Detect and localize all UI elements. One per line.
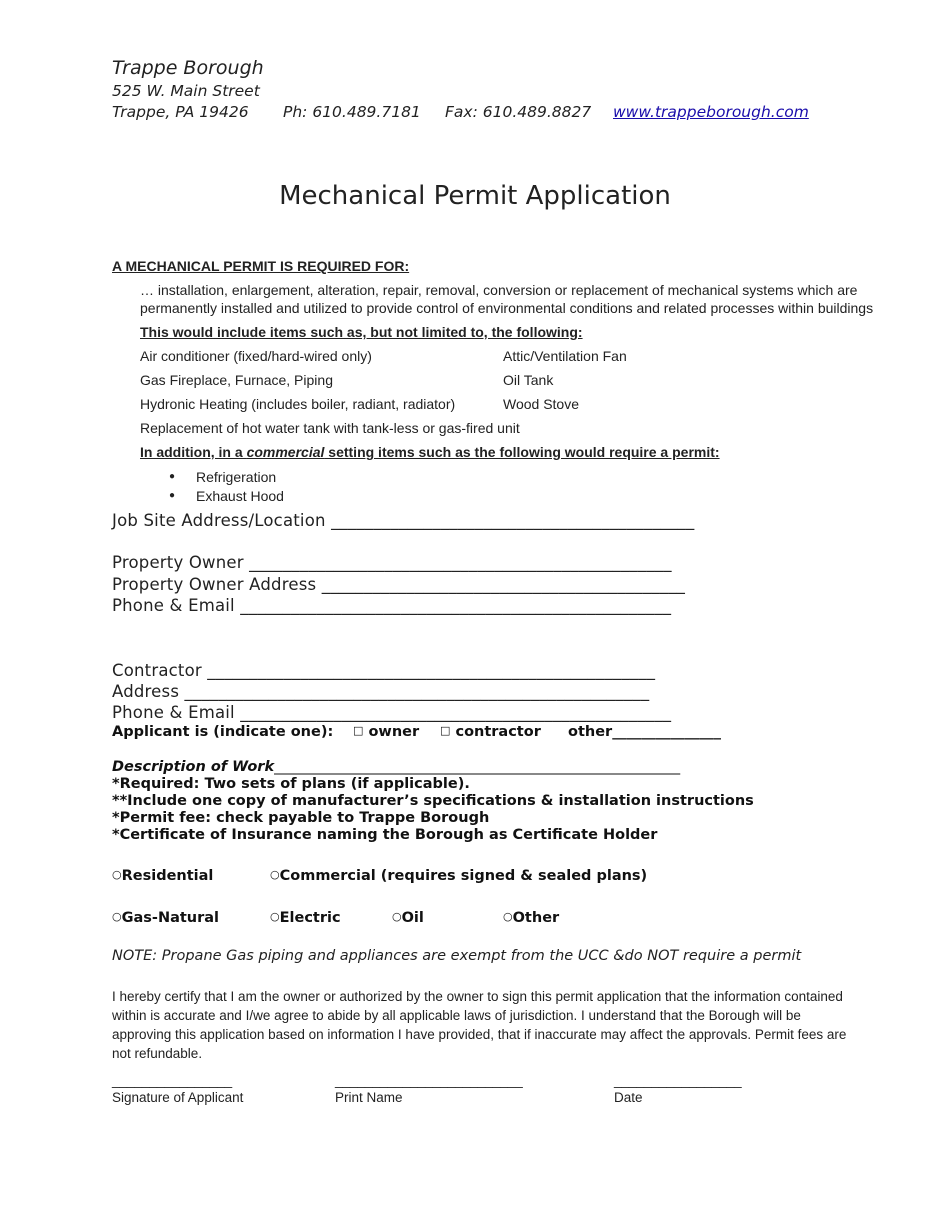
print-name-label: Print Name (335, 1090, 403, 1105)
org-city: Trappe, PA 19426 (112, 103, 249, 121)
radio-icon[interactable]: ○ (392, 910, 402, 923)
requirements-description-2: permanently installed and utilized to provide control of environmental conditions and related processes within buildings (140, 300, 874, 316)
org-street: 525 W. Main Street (112, 82, 260, 100)
requirements-heading: A MECHANICAL PERMIT IS REQUIRED FOR: (112, 258, 410, 274)
signature-label: Signature of Applicant (112, 1090, 244, 1105)
radio-icon[interactable]: ○ (270, 868, 280, 881)
certification-text: I hereby certify that I am the owner or authorized by the owner to sign this permit application that the information contained within is accurate and I/we agree to abide by all applicable laws of jurisdiction. I understand that the Borough will be approving this application based on information I have provided, that if inaccurate may affect the approvals. Permit fees are not refundable. (112, 989, 847, 1061)
contractor-phone-email-field[interactable]: Phone & Email ___________________________________________________ (112, 703, 672, 722)
commercial-item: ● Refrigeration (169, 469, 277, 485)
description-of-work-field[interactable]: Description of Work________________________________________________________ (112, 759, 681, 775)
date-line[interactable]: _________________ (614, 1073, 742, 1088)
checkbox-icon[interactable]: □ (440, 724, 451, 737)
contractor-address-field[interactable]: Address _______________________________________________________ (112, 682, 650, 701)
example-item: Oil Tank (503, 372, 554, 388)
radio-icon[interactable]: ○ (112, 910, 122, 923)
org-name: Trappe Borough (112, 57, 264, 79)
example-item: Wood Stove (503, 396, 580, 412)
date-label: Date (614, 1090, 643, 1105)
org-phone: Ph: 610.489.7181 (283, 103, 421, 121)
commercial-item: ● Exhaust Hood (169, 488, 284, 504)
checkbox-icon[interactable]: □ (353, 724, 364, 737)
org-contact-line (112, 103, 809, 121)
owner-address-field[interactable]: Property Owner Address ___________________________________________ (112, 575, 686, 594)
property-owner-field[interactable]: Property Owner __________________________________________________ (112, 553, 672, 572)
example-item: Replacement of hot water tank with tank-less or gas-fired unit (140, 420, 520, 436)
example-item: Air conditioner (fixed/hard-wired only) (140, 348, 372, 364)
radio-icon[interactable]: ○ (270, 910, 280, 923)
radio-icon[interactable]: ○ (503, 910, 513, 923)
org-fax: Fax: 610.489.8827 (445, 103, 592, 121)
radio-icon[interactable]: ○ (112, 868, 122, 881)
job-site-field[interactable]: Job Site Address/Location ___________________________________________ (112, 511, 695, 530)
applicant-label: Applicant is (indicate one): (112, 724, 334, 740)
example-item: Gas Fireplace, Furnace, Piping (140, 372, 333, 388)
applicant-owner-option[interactable]: □ owner (353, 724, 420, 740)
option-commercial[interactable]: ○Commercial (requires signed & sealed plans) (270, 868, 648, 884)
requirement-insurance: *Certificate of Insurance naming the Borough as Certificate Holder (112, 827, 658, 843)
bullet-icon: ● (169, 490, 176, 501)
requirement-fee: *Permit fee: check payable to Trappe Borough (112, 810, 490, 826)
example-item: Hydronic Heating (includes boiler, radiant, radiator) (140, 396, 456, 412)
requirement-plans: *Required: Two sets of plans (if applicable). (112, 776, 470, 792)
commercial-heading: In addition, in a commercial setting items such as the following would require a permit: (140, 444, 720, 460)
option-other[interactable]: ○Other (503, 910, 560, 926)
contractor-field[interactable]: Contractor _____________________________________________________ (112, 661, 656, 680)
applicant-contractor-option[interactable]: □ contractor (440, 724, 541, 740)
signature-line[interactable]: ________________ (112, 1073, 233, 1088)
option-gas-natural[interactable]: ○Gas-Natural (112, 910, 220, 926)
requirement-specs: **Include one copy of manufacturer’s specifications & installation instructions (112, 793, 754, 809)
option-residential[interactable]: ○Residential (112, 868, 214, 884)
print-name-line[interactable]: _________________________ (335, 1073, 523, 1088)
examples-heading: This would include items such as, but not limited to, the following: (140, 324, 583, 340)
option-electric[interactable]: ○Electric (270, 910, 341, 926)
page-title: Mechanical Permit Application (279, 181, 671, 211)
owner-phone-email-field[interactable]: Phone & Email ___________________________________________________ (112, 596, 672, 615)
propane-note: NOTE: Propane Gas piping and appliances are exempt from the UCC &do NOT require a permit (112, 948, 802, 964)
example-item: Attic/Ventilation Fan (503, 348, 627, 364)
requirements-description-1: … installation, enlargement, alteration, repair, removal, conversion or replacement of mechanical systems which are (140, 282, 858, 298)
org-website-link[interactable]: www.trappeborough.com (613, 103, 809, 121)
applicant-other-field[interactable]: other_______________ (568, 724, 721, 740)
option-oil[interactable]: ○Oil (392, 910, 424, 926)
bullet-icon: ● (169, 471, 176, 482)
